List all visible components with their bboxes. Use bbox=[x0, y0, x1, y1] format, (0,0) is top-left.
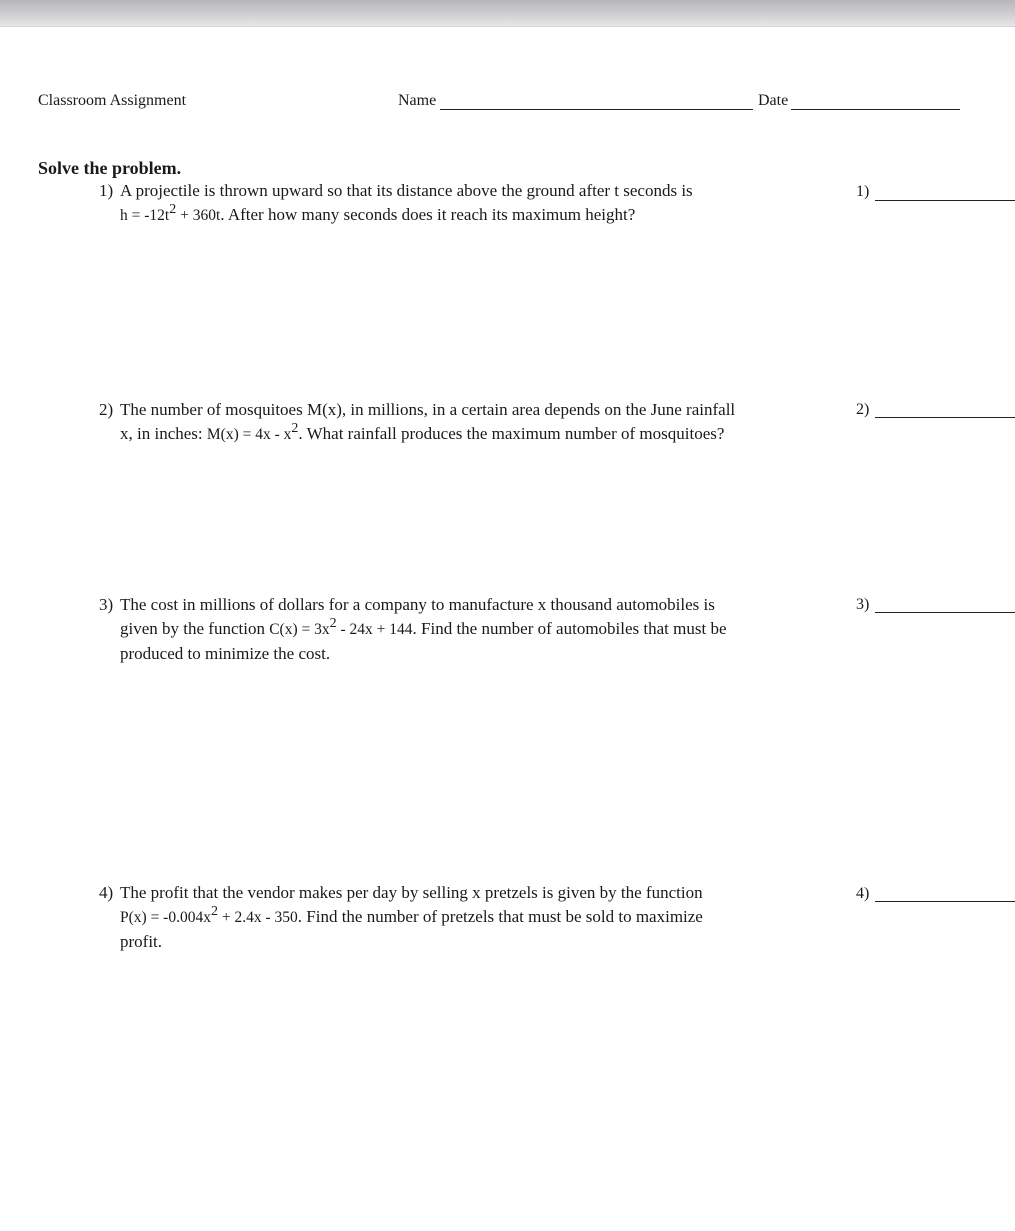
instructions-heading: Solve the problem. bbox=[38, 158, 182, 178]
question-text bbox=[120, 881, 840, 954]
question-line: produced to minimize the cost. bbox=[120, 644, 331, 663]
question-line: profit. bbox=[120, 932, 163, 951]
answer-blank[interactable] bbox=[875, 417, 1015, 418]
question-line: A projectile is thrown upward so that its distance above the ground after t seconds is bbox=[120, 181, 693, 200]
question-text bbox=[120, 179, 840, 228]
assignment-title: Classroom Assignment bbox=[38, 92, 187, 109]
question-number: 3) bbox=[99, 595, 114, 614]
question-text bbox=[120, 398, 840, 447]
question-line: The profit that the vendor makes per day by selling x pretzels is given by the function bbox=[120, 883, 703, 902]
question-line: x, in inches: $M(x) = 4x - x^2$. What rainfall produces the maximum number of mosquitoes? bbox=[120, 421, 725, 443]
question-number: 1) bbox=[99, 181, 114, 200]
answer-blank[interactable] bbox=[875, 901, 1015, 902]
question-line: The number of mosquitoes M(x), in millions, in a certain area depends on the June rainfall bbox=[120, 400, 736, 419]
name-field-line[interactable] bbox=[440, 109, 753, 110]
answer-label: 3) bbox=[856, 596, 870, 613]
answer-label: 4) bbox=[856, 885, 870, 902]
question-line: The cost in millions of dollars for a company to manufacture x thousand automobiles is bbox=[120, 595, 715, 614]
question-text bbox=[120, 593, 840, 666]
answer-label: 1) bbox=[856, 183, 870, 200]
question-line: $h = -12t^2 + 360t$. After how many seconds does it reach its maximum height? bbox=[120, 202, 636, 224]
date-label: Date bbox=[758, 92, 789, 109]
answer-blank[interactable] bbox=[875, 200, 1015, 201]
top-toolbar-bar bbox=[0, 0, 1015, 27]
answer-label: 2) bbox=[856, 401, 870, 418]
question-number: 2) bbox=[99, 400, 114, 419]
question-line: $P(x) = -0.004x^2 + 2.4x - 350$. Find the number of pretzels that must be sold to maximize bbox=[120, 904, 703, 926]
question-number: 4) bbox=[99, 883, 114, 902]
question-line: given by the function $C(x) = 3x^2 - 24x + 144$. Find the number of automobiles that must be bbox=[120, 616, 727, 638]
date-field-line[interactable] bbox=[791, 109, 960, 110]
name-label: Name bbox=[398, 92, 437, 109]
answer-blank[interactable] bbox=[875, 612, 1015, 613]
